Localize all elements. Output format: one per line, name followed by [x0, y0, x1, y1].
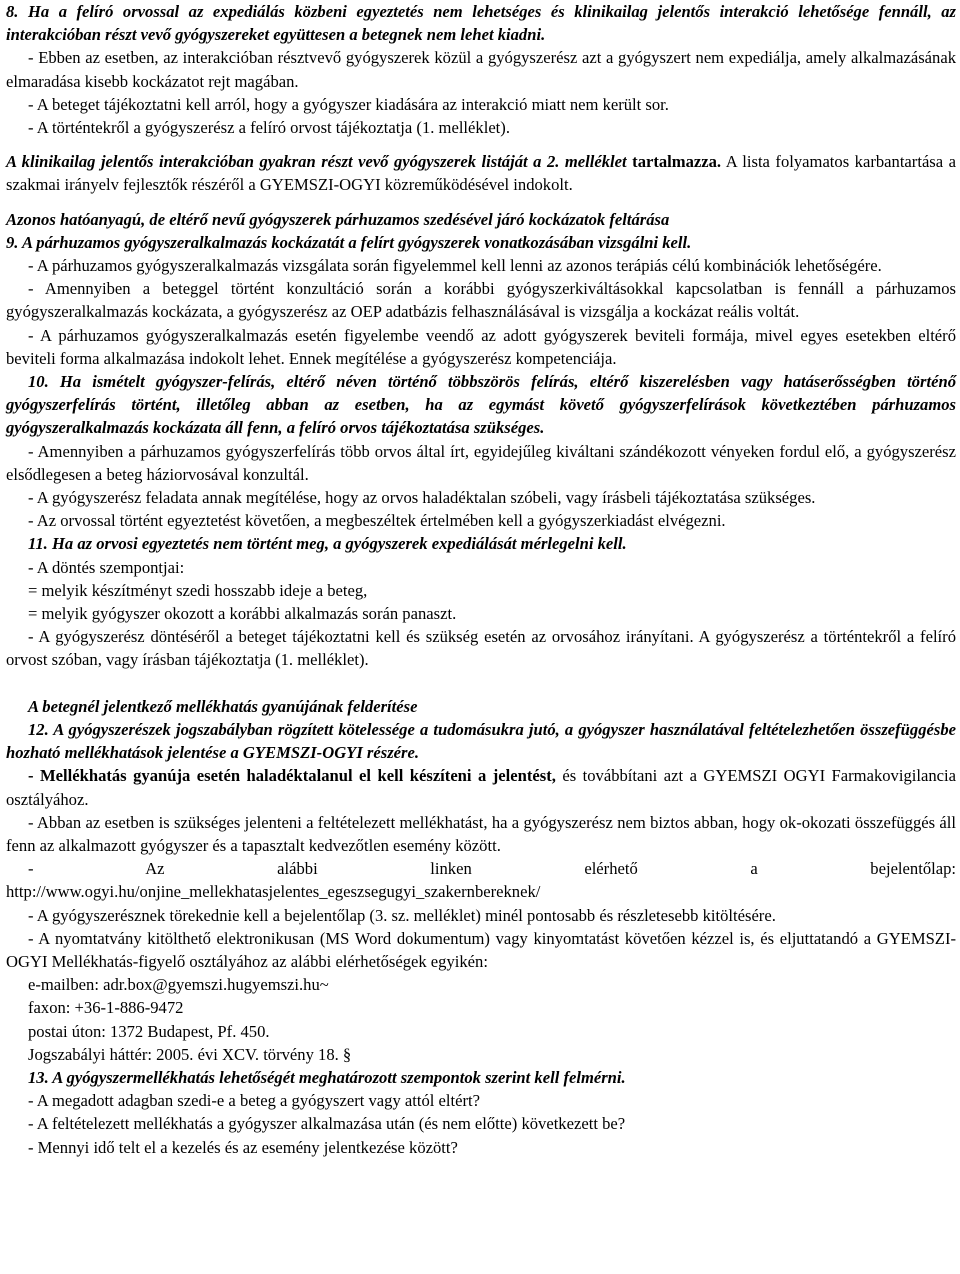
contact-email: e-mailben: adr.box@gyemszi.hugyemszi.hu~: [28, 975, 329, 995]
interaction-list-paragraph: [6, 150, 956, 196]
spacer: [6, 672, 956, 695]
item-12-line-1-text: és továbbítani azt a GYEMSZI OGYI Farmakovigilancia osztályához.: [6, 766, 956, 809]
item-11-line-3: = melyik gyógyszer okozott a korábbi alkalmazás során panaszt.: [28, 604, 457, 624]
item-10-heading: 10. Ha ismételt gyógyszer-felírás, eltérő néven történő többszörös felírás, eltérő kiszerelésben vagy hatáserősségben történő gyógyszerfelírás történt, illetőleg abban az esetben, ha az egymást követő gyógyszerfelírások következtében párhuzamos gyógyszeralkalmazás kockázata áll fenn, a felíró orvos tájékoztatása szükséges.: [6, 372, 956, 438]
item-11-heading: 11. Ha az orvosi egyeztetés nem történt meg, a gyógyszerek expediálását mérlegelni kell.: [28, 534, 627, 554]
item-8-line-2: - A beteget tájékoztatni kell arról, hogy a gyógyszer kiadására az interakció miatt nem került sor.: [28, 94, 669, 114]
item-12-line-1-bold: - Mellékhatás gyanúja esetén haladéktalanul el kell készíteni a jelentést,: [28, 766, 556, 786]
item-13-line-3: - Mennyi idő telt el a kezelés és az esemény jelentkezése között?: [28, 1137, 458, 1157]
contact-fax: faxon: +36-1-886-9472: [28, 998, 184, 1018]
section-heading-side-effects: A betegnél jelentkező mellékhatás gyanújának felderítése: [28, 696, 418, 716]
legal-background: Jogszabályi háttér: 2005. évi XCV. törvény 18. §: [28, 1044, 352, 1064]
item-11-line-4: - A gyógyszerész döntéséről a beteget tájékoztatni kell és szükség esetén az orvosához irányítani. A gyógyszerész a történtekről a felíró orvost szóban, vagy írásban tájékoztatja (1. melléklet).: [6, 627, 956, 670]
item-9-line-1: - A párhuzamos gyógyszeralkalmazás vizsgálata során figyelemmel kell lenni az azonos terápiás célú kombinációk lehetőségére.: [28, 256, 882, 276]
item-8-line-3: - A történtekről a gyógyszerész a felíró orvost tájékoztatja (1. melléklet).: [28, 118, 510, 138]
section-heading-parallel-use: Azonos hatóanyagú, de eltérő nevű gyógyszerek párhuzamos szedésével járó kockázatok feltárása: [6, 209, 670, 229]
item-9-heading: 9. A párhuzamos gyógyszeralkalmazás kockázatát a felírt gyógyszerek vonatkozásában vizsgálni kell.: [6, 232, 692, 252]
item-8-heading: 8. Ha a felíró orvossal az expediálás közbeni egyeztetés nem lehetséges és klinikailag jelentős interakció lehetősége fennáll, az interakcióban részt vevő gyógyszereket együttesen a betegnek nem lehet kiadni.: [6, 2, 956, 45]
interaction-list-bold: tartalmazza.: [626, 152, 722, 172]
item-13-heading: 13. A gyógyszermellékhatás lehetőségét meghatározott szempontok szerint kell felmérni.: [28, 1067, 626, 1087]
report-form-link[interactable]: http://www.ogyi.hu/onjine_mellekhatasjelentes_egeszsegugyi_szakernbereknek/: [6, 882, 541, 902]
item-10-line-2: - A gyógyszerész feladata annak megítélése, hogy az orvos haladéktalan szóbeli, vagy írásbeli tájékoztatása szükséges.: [28, 488, 816, 508]
contact-post: postai úton: 1372 Budapest, Pf. 450.: [28, 1021, 270, 1041]
item-11-line-1: - A döntés szempontjai:: [28, 557, 185, 577]
spacer: [6, 197, 956, 208]
item-9-line-2: - Amennyiben a beteggel történt konzultáció során a korábbi gyógyszerkiváltásokkal kapcsolatban is fennáll a párhuzamos gyógyszeralkalmazás kockázata, a gyógyszerész az OEP adatbázis felhasználásával is vizsgálja a kockázat reális voltát.: [6, 279, 956, 322]
item-10-line-3: - Az orvossal történt egyeztetést követően, a megbeszéltek értelmében kell a gyógyszerkiadást elvégezni.: [28, 511, 726, 531]
spacer: [6, 139, 956, 150]
item-8-line-1: - Ebben az esetben, az interakcióban résztvevő gyógyszerek közül a gyógyszerész azt a gyógyszert nem expediálja, amely alkalmazásának elmaradása kisebb kockázatot rejt magában.: [6, 48, 956, 91]
item-12-line-5: - A nyomtatvány kitölthető elektronikusan (MS Word dokumentum) vagy kinyomtatást követően kézzel is, és eljuttatandó a GYEMSZI-OGYI Mellékhatás-figyelő osztályához az alábbi elérhetőségek egyikén:: [6, 928, 956, 971]
item-12-heading: 12. A gyógyszerészek jogszabályban rögzített kötelessége a tudomásukra jutó, a gyógyszer használatával feltételezhetően összefüggésbe hozható mellékhatások jelentése a GYEMSZI-OGYI részére.: [6, 719, 956, 763]
item-12-line-3: - Az alábbi linken elérhető a bejelentőlap:: [28, 859, 956, 879]
item-13-line-2: - A feltételezett mellékhatás a gyógyszer alkalmazása után (és nem előtte) következett be?: [28, 1114, 626, 1134]
item-10-line-1: - Amennyiben a párhuzamos gyógyszerfelírás több orvos által írt, egyidejűleg kiváltani szándékozott vényeken fordul elő, a gyógyszerész elsődlegesen a beteg háziorvosával konzultál.: [6, 441, 956, 484]
item-9-line-3: - A párhuzamos gyógyszeralkalmazás esetén figyelembe veendő az adott gyógyszerek beviteli formája, mivel egyes esetekben eltérő beviteli forma alkalmazása indokolt lehet. Ennek megítélése a gyógyszerész kompetenciája.: [6, 325, 956, 368]
item-12-line-1: [6, 764, 956, 810]
interaction-list-text: A lista folyamatos karbantartása a szakmai irányelv fejlesztők részéről a GYEMSZI-OGYI közreműködésével indokolt.: [6, 152, 957, 195]
item-12-line-2: - Abban az esetben is szükséges jelenteni a feltételezett mellékhatást, ha a gyógyszerész nem biztos abban, hogy ok-okozati összefüggés áll fenn az alkalmazott gyógyszer és a tapasztalt kedvezőtlen esemény között.: [6, 812, 956, 855]
interaction-list-emphasis: A klinikailag jelentős interakcióban gyakran részt vevő gyógyszerek listáját a 2. melléklet: [6, 152, 627, 172]
item-11-line-2: = melyik készítményt szedi hosszabb ideje a beteg,: [28, 580, 368, 600]
item-13-line-1: - A megadott adagban szedi-e a beteg a gyógyszert vagy attól eltért?: [28, 1091, 481, 1111]
item-12-line-4: - A gyógyszerésznek törekednie kell a bejelentőlap (3. sz. melléklet) minél pontosabb és részletesebb kitöltésére.: [28, 905, 776, 925]
